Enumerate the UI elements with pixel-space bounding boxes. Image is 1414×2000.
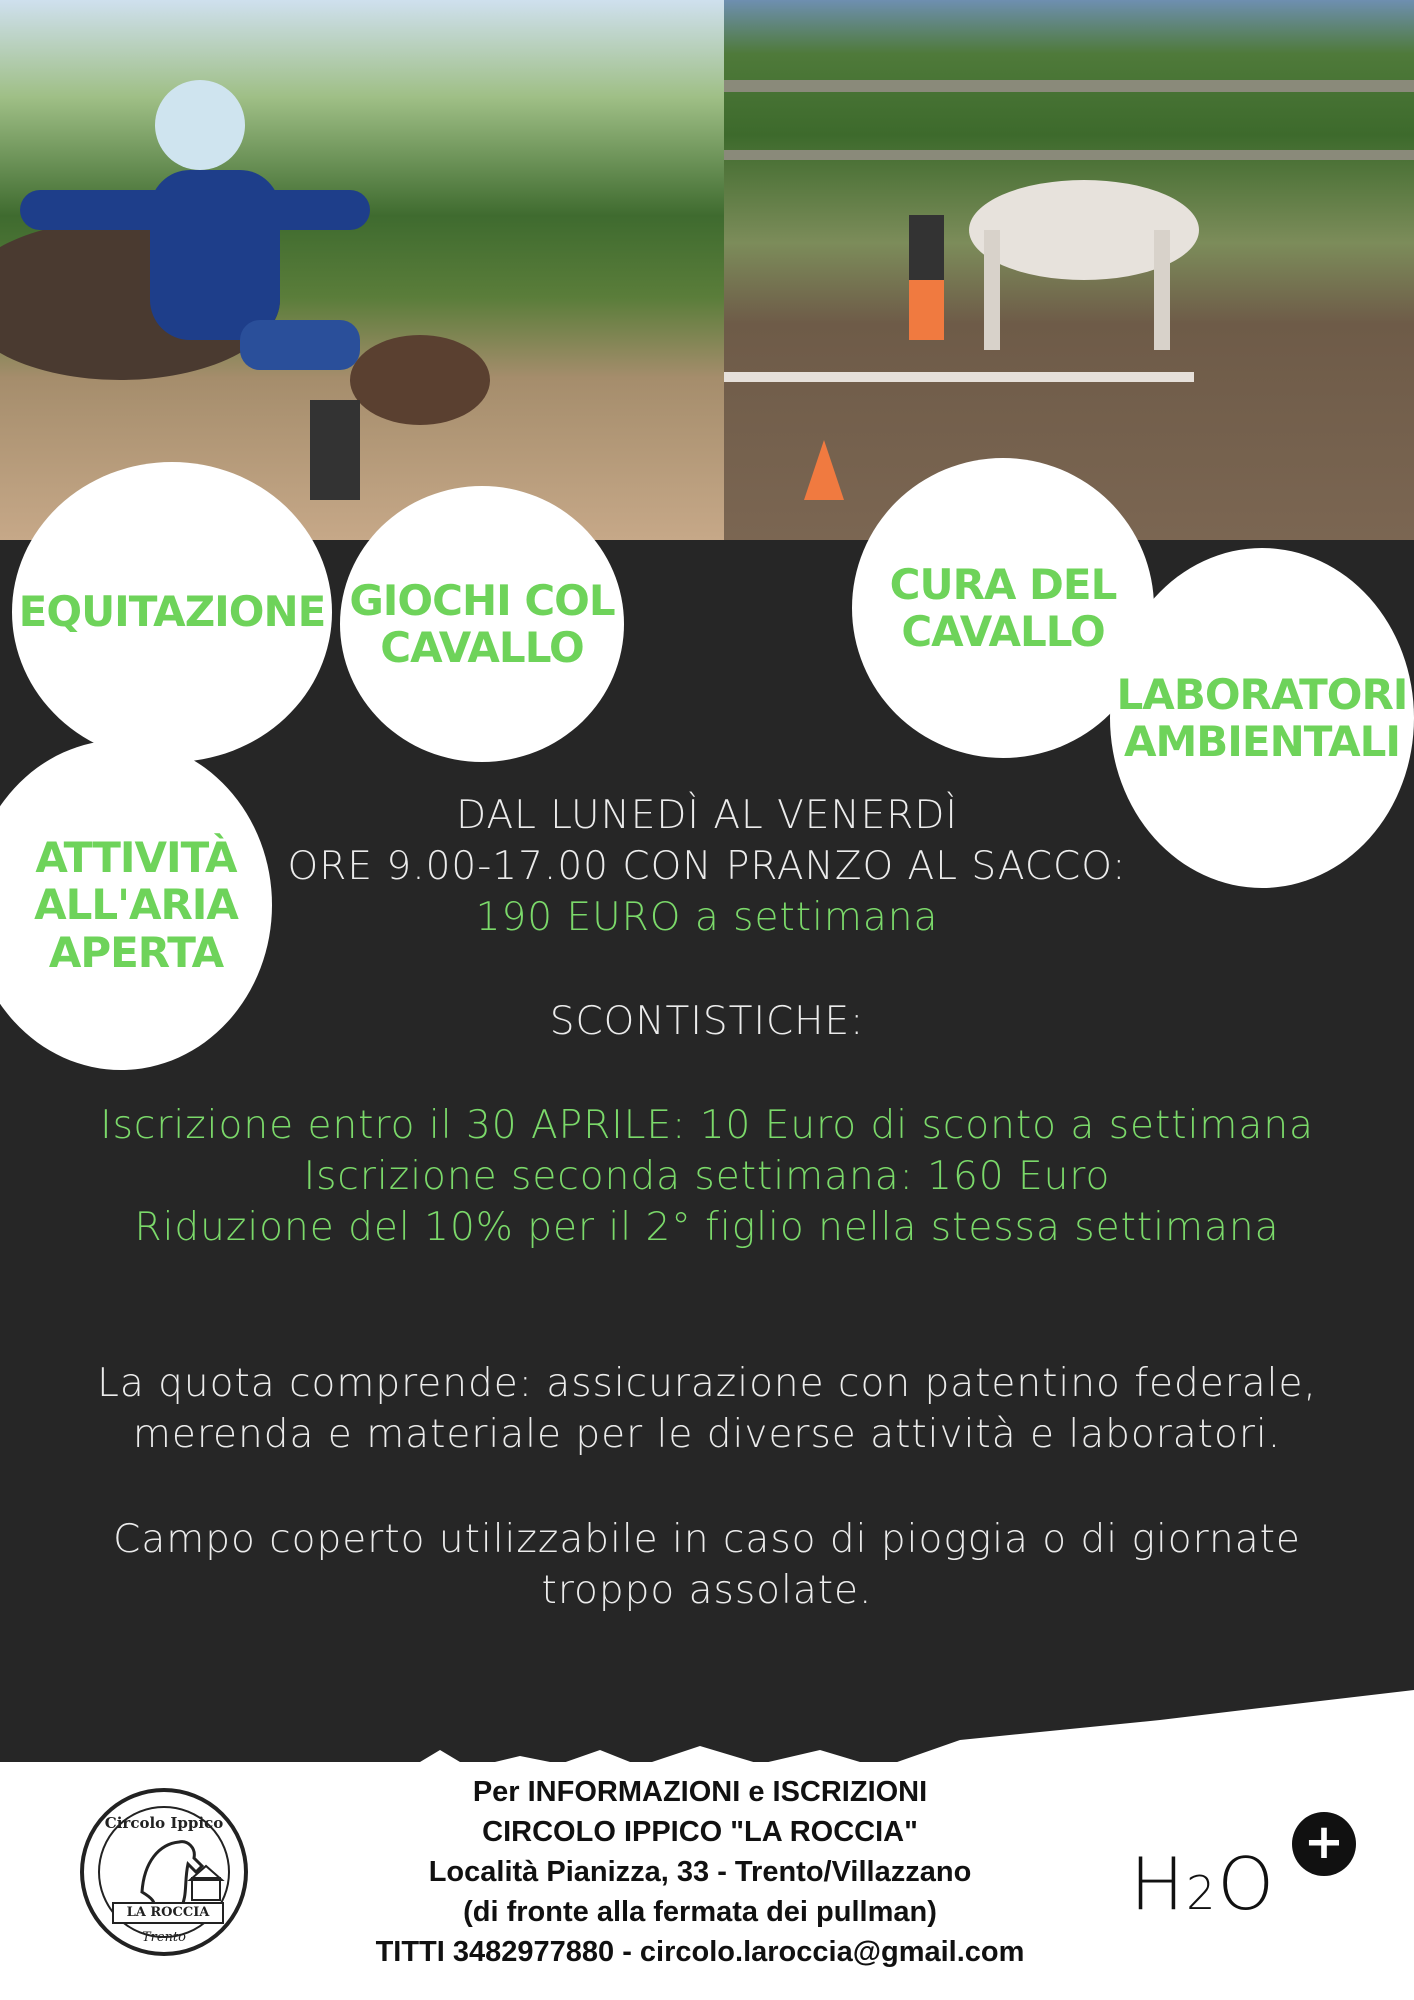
badge-cura-del-cavallo <box>852 458 1154 758</box>
badge-label: EQUITAZIONE <box>18 587 326 637</box>
contact-line-address: Località Pianizza, 33 - Trento/Villazzano <box>428 1856 972 1888</box>
h2o-o: O <box>1217 1842 1277 1926</box>
contact-line-heading: Per INFORMAZIONI e ISCRIZIONI <box>472 1776 928 1808</box>
badge-label: LABORATORI AMBIENTALI <box>1116 669 1408 766</box>
campo-line: Campo coperto utilizzabile in caso di pioggia o di giornate <box>113 1517 1301 1562</box>
schedule-days: DAL LUNEDÌ AL VENERDÌ <box>456 793 958 838</box>
discounts-heading-block <box>0 996 1414 1047</box>
campo-info <box>0 1514 1414 1616</box>
discount-item: Iscrizione entro il 30 APRILE: 10 Euro di sconto a settimana <box>100 1103 1314 1148</box>
contact-info <box>250 1772 1150 1972</box>
photo-child-riding <box>0 0 724 540</box>
contact-line-club: CIRCOLO IPPICO "LA ROCCIA" <box>482 1816 918 1848</box>
logo-title: Circolo Ippico <box>104 1814 224 1832</box>
badge-label: CURA DEL CAVALLO <box>889 559 1117 656</box>
discounts-list <box>0 1100 1414 1253</box>
photo-horse-lunging <box>724 0 1414 540</box>
contact-line-phone-email: TITTI 3482977880 - circolo.laroccia@gmail.com <box>375 1936 1025 1968</box>
h2o-logo <box>1130 1842 1276 1926</box>
badge-giochi-col-cavallo <box>340 486 624 762</box>
h2o-two: 2 <box>1186 1866 1218 1920</box>
schedule-block <box>0 790 1414 943</box>
schedule-hours: ORE 9.00-17.00 CON PRANZO AL SACCO: <box>287 844 1127 889</box>
quota-info <box>0 1358 1414 1460</box>
contact-line-directions: (di fronte alla fermata dei pullman) <box>463 1896 937 1928</box>
circolo-logo <box>80 1788 248 1956</box>
quota-line: merenda e materiale per le diverse attività e laboratori. <box>132 1412 1282 1457</box>
discount-item: Riduzione del 10% per il 2° figlio nella stessa settimana <box>134 1205 1280 1250</box>
plus-icon: + <box>1292 1812 1356 1876</box>
schedule-price: 190 EURO a settimana <box>475 895 939 940</box>
badge-equitazione <box>12 462 332 762</box>
photo-child-riding-illustration <box>0 0 724 540</box>
logo-banner: LA ROCCIA <box>112 1902 224 1924</box>
photo-horse-lunging-illustration <box>724 0 1414 540</box>
discount-item: Iscrizione seconda settimana: 160 Euro <box>303 1154 1111 1199</box>
badge-label: ATTIVITÀ ALL'ARIA APERTA <box>34 833 238 977</box>
discounts-heading: SCONTISTICHE: <box>549 999 865 1044</box>
h2o-h: H <box>1130 1842 1187 1926</box>
logo-subtitle: Trento <box>141 1930 186 1945</box>
campo-line: troppo assolate. <box>541 1568 873 1613</box>
quota-line: La quota comprende: assicurazione con patentino federale, <box>97 1361 1317 1406</box>
badge-label: GIOCHI COL CAVALLO <box>349 575 615 672</box>
